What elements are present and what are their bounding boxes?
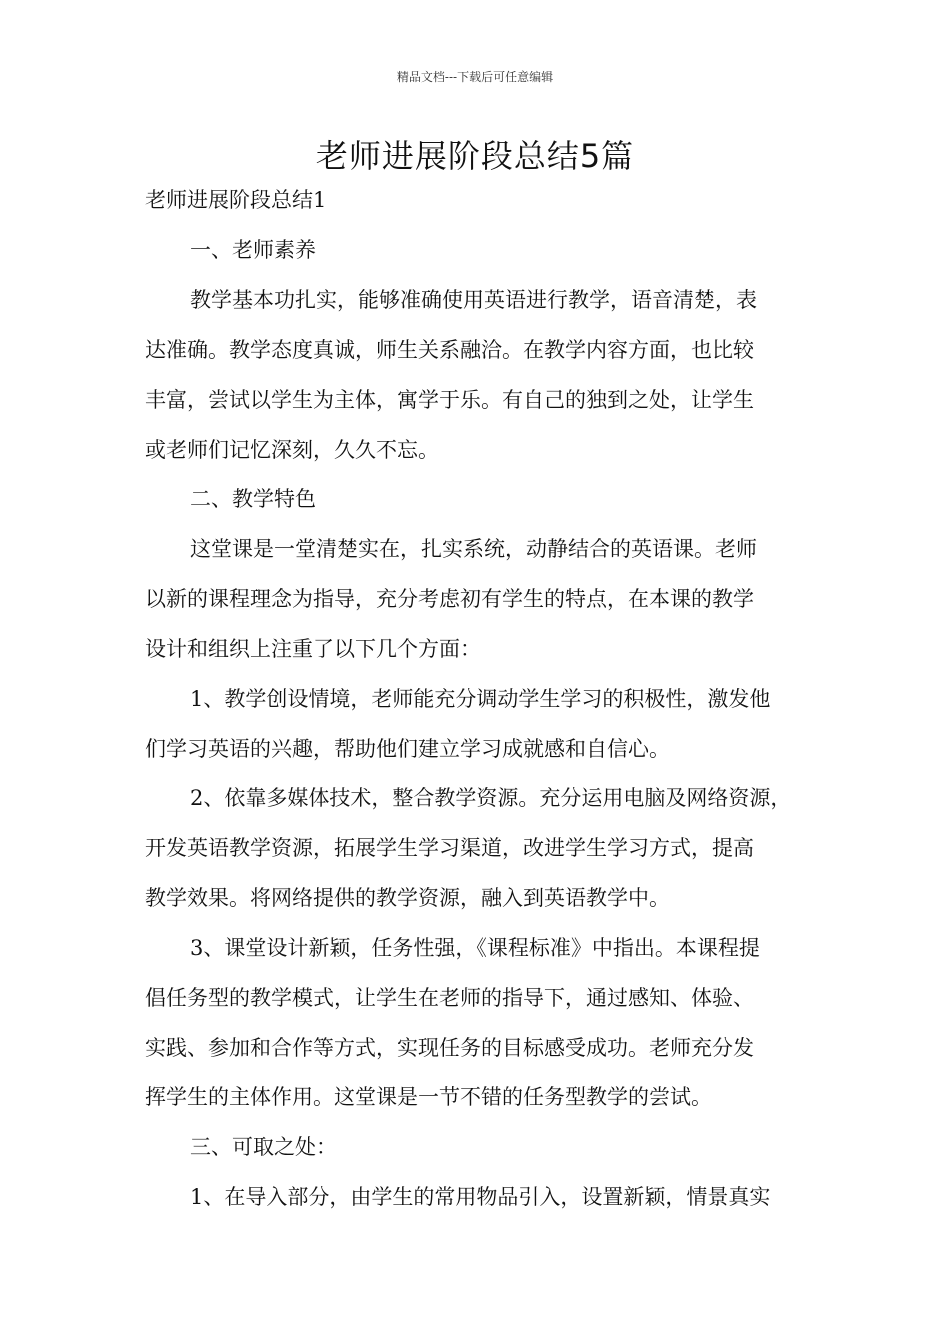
subheading-teaching-features: 二、教学特色 <box>190 487 316 511</box>
list-item-line: 倡任务型的教学模式，让学生在老师的指导下，通过感知、体验、 <box>145 986 754 1010</box>
document-title: 老师进展阶段总结5篇 <box>315 137 635 175</box>
list-item-line: 1、在导入部分，由学生的常用物品引入，设置新颖，情景真实 <box>190 1185 771 1209</box>
list-item-line: 们学习英语的兴趣，帮助他们建立学习成就感和自信心。 <box>145 737 670 761</box>
paragraph-line: 或老师们记忆深刻，久久不忘。 <box>145 438 439 462</box>
paragraph-line: 这堂课是一堂清楚实在，扎实系统，动静结合的英语课。老师 <box>190 537 757 561</box>
subheading-strengths: 三、可取之处： <box>190 1135 337 1159</box>
paragraph-line: 丰富，尝试以学生为主体，寓学于乐。有自己的独到之处，让学生 <box>145 388 754 412</box>
list-item-line: 1、教学创设情境，老师能充分调动学生学习的积极性，激发他 <box>190 687 771 711</box>
list-item-line: 开发英语教学资源，拓展学生学习渠道，改进学生学习方式，提高 <box>145 836 754 860</box>
paragraph-line: 达准确。教学态度真诚，师生关系融洽。在教学内容方面，也比较 <box>145 338 754 362</box>
paragraph-line: 以新的课程理念为指导，充分考虑初有学生的特点，在本课的教学 <box>145 587 754 611</box>
list-item-line: 挥学生的主体作用。这堂课是一节不错的任务型教学的尝试。 <box>145 1085 712 1109</box>
paragraph-line: 教学基本功扎实，能够准确使用英语进行教学，语音清楚，表 <box>190 288 757 312</box>
subheading-teacher-quality: 一、老师素养 <box>190 238 316 262</box>
list-item-line: 2、依靠多媒体技术，整合教学资源。充分运用电脑及网络资源， <box>190 786 792 810</box>
list-item-line: 教学效果。将网络提供的教学资源，融入到英语教学中。 <box>145 886 670 910</box>
list-item-line: 3、课堂设计新颖，任务性强，《课程标准》中指出。本课程提 <box>190 936 760 960</box>
section-heading: 老师进展阶段总结1 <box>145 188 327 212</box>
list-item-line: 实践、参加和合作等方式，实现任务的目标感受成功。老师充分发 <box>145 1036 754 1060</box>
paragraph-line: 设计和组织上注重了以下几个方面： <box>145 637 481 661</box>
header-note: 精品文档---下载后可任意编辑 <box>396 70 554 84</box>
